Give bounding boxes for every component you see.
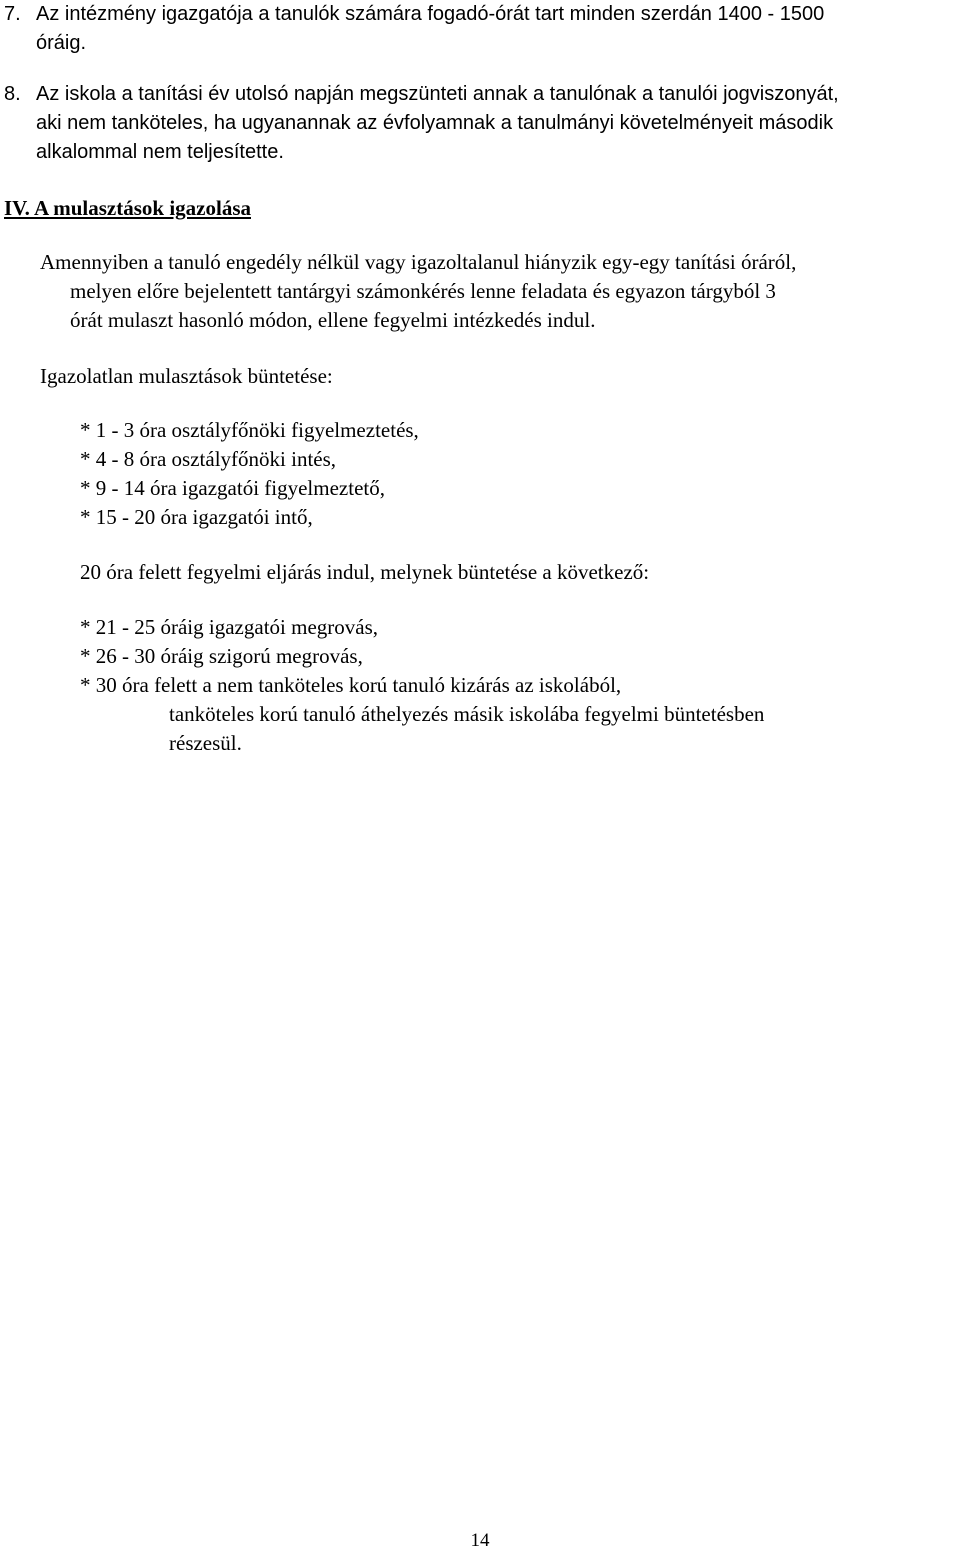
list-item: * 15 - 20 óra igazgatói intő, [80,505,313,529]
list-item: * 1 - 3 óra osztályfőnöki figyelmeztetés, [80,418,419,442]
item-text [36,0,946,58]
item-line: alkalommal nem teljesítette. [36,141,284,163]
item-line: aki nem tanköteles, ha ugyanannak az évfolyamnak a tanulmányi követelményeit második [36,112,834,134]
list-item: * 9 - 14 óra igazgatói figyelmeztető, [80,476,385,500]
item-text [36,80,956,167]
item-line: Az iskola a tanítási év utolsó napján megszünteti annak a tanulónak a tanulói jogviszonyát, [36,83,839,105]
list-item: * 21 - 25 óráig igazgatói megrovás, [80,615,378,639]
continuation-line: tanköteles korú tanuló áthelyezés másik iskolába fegyelmi büntetésben [169,702,765,726]
penalties-title: Igazolatlan mulasztások büntetése: [40,364,333,388]
intro-paragraph [40,248,960,335]
item-number: 7. [4,3,21,25]
paragraph-line: Amennyiben a tanuló engedély nélkül vagy igazoltalanul hiányzik egy-egy tanítási óráról, [40,250,797,274]
item-line: Az intézmény igazgatója a tanulók számára fogadó-órát tart minden szerdán 1400 - 1500 [36,3,825,25]
disciplinary-continuation [169,700,764,758]
penalties-list [80,416,419,532]
list-item: * 4 - 8 óra osztályfőnöki intés, [80,447,337,471]
disciplinary-list [80,613,621,700]
item-number: 8. [4,83,21,105]
list-item: * 26 - 30 óráig szigorú megrovás, [80,644,363,668]
continuation-line: részesül. [169,731,242,755]
paragraph-line: órát mulaszt hasonló módon, ellene fegyelmi intézkedés indul. [70,308,596,332]
section-heading: IV. A mulasztások igazolása [4,196,251,220]
item-line: óráig. [36,32,87,54]
list-item: * 30 óra felett a nem tanköteles korú tanuló kizárás az iskolából, [80,673,622,697]
disciplinary-intro: 20 óra felett fegyelmi eljárás indul, melynek büntetése a következő: [80,560,650,584]
paragraph-line: melyen előre bejelentett tantárgyi számonkérés lenne feladata és egyazon tárgyból 3 [70,279,776,303]
page-number: 14 [470,1530,490,1551]
